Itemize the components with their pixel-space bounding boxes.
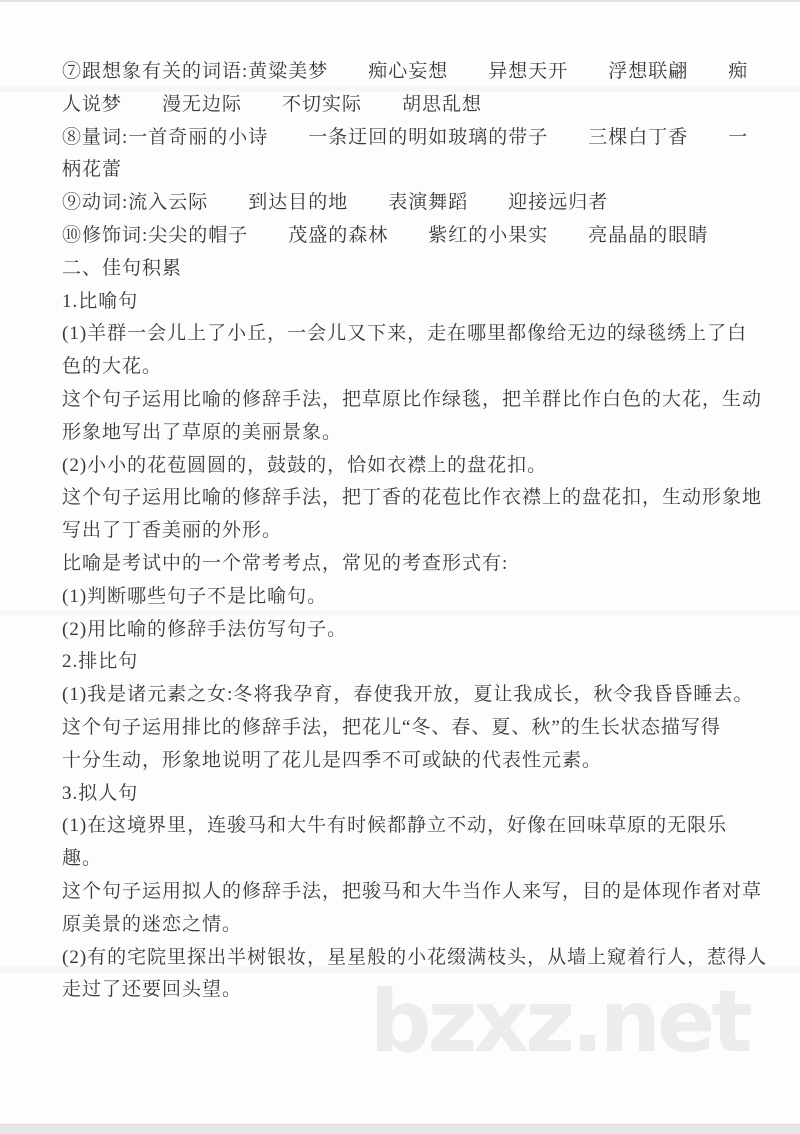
doc-line: (1)我是诸元素之女:冬将我孕育，春使我开放，夏让我成长，秋令我昏昏睡去。 [62,684,754,706]
doc-line: 原美景的迷恋之情。 [62,913,243,935]
doc-line: ⑧量词:一首奇丽的小诗 一条迂回的明如玻璃的带子 三棵白丁香 一 [62,126,749,148]
page-bottom-edge [0,1124,800,1134]
doc-line: 这个句子运用拟人的修辞手法，把骏马和大牛当作人来写，目的是体现作者对草 [62,880,763,902]
watermark: bzxz.net [370,972,749,1072]
document-body [62,56,768,1007]
doc-line: 这个句子运用排比的修辞手法，把花儿“冬、春、夏、秋”的生长状态描写得 [62,716,721,738]
doc-line: (2)有的宅院里探出半树银妆，星星般的小花缀满枝头，从墙上窥着行人，惹得人 [62,946,768,968]
doc-line: (1)在这境界里，连骏马和大牛有时候都静立不动，好像在回味草原的无限乐 [62,815,728,837]
page-top-edge [0,0,800,2]
doc-line: 走过了还要回头望。 [62,979,243,1001]
doc-line: (1)羊群一会儿上了小丘，一会儿又下来，走在哪里都像给无边的绿毯绣上了白 [62,323,748,345]
doc-line: 趣。 [62,848,103,870]
doc-line: 这个句子运用比喻的修辞手法，把丁香的花苞比作衣襟上的盘花扣，生动形象地 [62,487,763,509]
doc-line: 1.比喻句 [62,290,139,312]
doc-line: 形象地写出了草原的美丽景象。 [62,421,343,443]
doc-line: 3.拟人句 [62,782,139,804]
doc-line: 比喻是考试中的一个常考考点，常见的考查形式有: [62,552,509,574]
doc-line: ⑦跟想象有关的词语:黄粱美梦 痴心妄想 异想天开 浮想联翩 痴 [62,61,749,82]
doc-line: ⑨动词:流入云际 到达目的地 表演舞蹈 迎接远归者 [62,192,609,214]
doc-line: 二、佳句积累 [62,257,183,279]
doc-line: 十分生动，形象地说明了花儿是四季不可或缺的代表性元素。 [62,749,603,771]
doc-line: 写出了丁香美丽的外形。 [62,520,283,542]
doc-line: (2)小小的花苞圆圆的，鼓鼓的，恰如衣襟上的盘花扣。 [62,454,548,476]
doc-line: 色的大花。 [62,356,163,378]
doc-line: 柄花蕾 [62,159,123,181]
doc-line: (2)用比喻的修辞手法仿写句子。 [62,618,348,640]
doc-line: 2.排比句 [62,651,139,673]
doc-line: 这个句子运用比喻的修辞手法，把草原比作绿毯，把羊群比作白色的大花，生动 [62,388,763,410]
doc-line: ⑩修饰词:尖尖的帽子 茂盛的森林 紫红的小果实 亮晶晶的眼睛 [62,224,709,246]
doc-line: 人说梦 漫无边际 不切实际 胡思乱想 [62,93,483,115]
doc-line: (1)判断哪些句子不是比喻句。 [62,585,328,607]
